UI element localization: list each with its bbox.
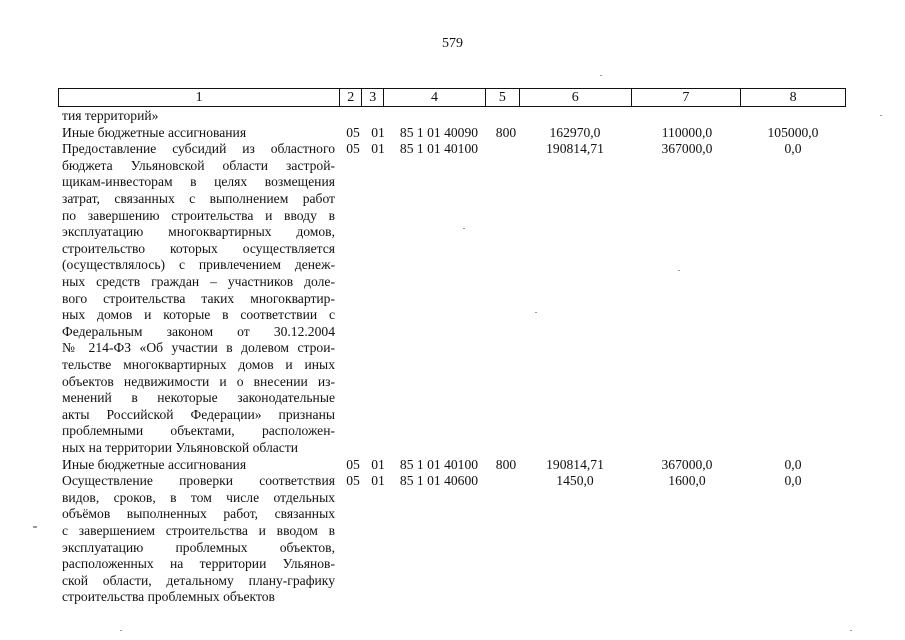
row-1-cell-c4: 85 1 01 40090 <box>399 124 479 140</box>
row-2-cell-c3: 01 <box>371 141 385 157</box>
header-cell-5: 5 <box>486 89 520 106</box>
row-2-description-line: строительство которых осуществляется <box>62 240 335 256</box>
row-1-cell-c3: 01 <box>371 124 385 140</box>
scan-speck <box>850 630 852 631</box>
row-4-description-line: объёмов выполненных работ, связанных <box>62 506 335 522</box>
row-2-description-line: акты Российской Федерации» признаны <box>62 406 335 422</box>
row-1-cell-c8: 105000,0 <box>767 124 819 140</box>
row-3-cell-c7: 367000,0 <box>661 456 713 472</box>
row-2-description-line: по завершению строительства и вводу в <box>62 207 335 223</box>
scan-speck <box>678 270 680 271</box>
row-4-description-line: Осуществление проверки соответствия <box>62 473 335 489</box>
row-3-cell-c8: 0,0 <box>784 456 802 472</box>
row-4-cell-c4: 85 1 01 40600 <box>399 473 479 489</box>
row-1-cell-c6: 162970,0 <box>549 124 601 140</box>
row-2-description-line: щикам-инвесторам в целях возмещения <box>62 174 335 190</box>
scan-speck <box>880 115 882 116</box>
row-4-description-line: ской области, детальному плану-графику <box>62 572 335 588</box>
header-cell-7: 7 <box>632 89 742 106</box>
scan-speck <box>463 228 465 229</box>
row-1-cell-c7: 110000,0 <box>661 124 713 140</box>
header-cell-1: 1 <box>59 89 340 106</box>
row-2-description-line: Федеральным законом от 30.12.2004 <box>62 323 335 339</box>
row-2-description-line: вого строительства таких многоквартир- <box>62 290 335 306</box>
row-2-cell-c7: 367000,0 <box>661 141 713 157</box>
scan-speck <box>33 526 37 528</box>
row-2-description-line: проблемными объектами, расположен- <box>62 423 335 439</box>
row-3-cell-c2: 05 <box>346 456 360 472</box>
row-2-description-line: ных средств граждан – участников доле- <box>62 274 335 289</box>
row-1-cell-c2: 05 <box>346 124 360 140</box>
row-4-description-line: видов, сроков, в том числе отдельных <box>62 489 335 505</box>
row-4-description-line: с завершением строительства и вводом в <box>62 523 335 538</box>
row-4-description-line: расположенных на территории Ульянов- <box>62 556 335 572</box>
row-2-description-line: эксплуатацию многоквартирных домов, <box>62 224 335 240</box>
row-4-description-line: эксплуатацию проблемных объектов, <box>62 539 335 555</box>
row-2-cell-c4: 85 1 01 40100 <box>399 141 479 157</box>
row-2-description-line: бюджета Ульяновской области застрой- <box>62 157 335 173</box>
row-2-cell-c2: 05 <box>346 141 360 157</box>
scan-speck <box>120 630 122 631</box>
row-2-description-line: (осуществлялось) с привлечением денеж- <box>62 257 335 273</box>
header-cell-2: 2 <box>340 89 362 106</box>
scan-speck <box>600 75 602 76</box>
row-4-cell-c2: 05 <box>346 473 360 489</box>
row-3-cell-c5: 800 <box>495 456 517 472</box>
row-4-cell-c8: 0,0 <box>784 473 802 489</box>
row-2-description-line: Предоставление субсидий из областного <box>62 141 335 157</box>
scan-speck <box>535 312 537 313</box>
row-4-cell-c6: 1450,0 <box>556 473 594 489</box>
row-3-cell-c3: 01 <box>371 456 385 472</box>
row-2-description-line: менений в некоторые законодательные <box>62 390 335 406</box>
row-2-cell-c8: 0,0 <box>784 141 802 157</box>
row-2-description-line: ных на территории Ульяновской области <box>62 440 299 455</box>
page-number: 579 <box>442 36 463 51</box>
row-2-description-line: № 214-ФЗ «Об участии в долевом строи- <box>62 340 335 356</box>
row-2-description-line: затрат, связанных с выполнением работ <box>62 191 335 206</box>
row-4-cell-c3: 01 <box>371 473 385 489</box>
row-2-cell-c6: 190814,71 <box>546 141 604 157</box>
row-0-description-line: тия территорий» <box>62 108 159 123</box>
row-3-cell-c6: 190814,71 <box>546 456 604 472</box>
header-cell-4: 4 <box>384 89 486 106</box>
row-3-cell-c4: 85 1 01 40100 <box>399 456 479 472</box>
row-4-cell-c7: 1600,0 <box>668 473 706 489</box>
row-2-description-line: тельстве многоквартирных домов и иных <box>62 357 335 372</box>
header-cell-6: 6 <box>520 89 632 106</box>
row-1-description-line: Иные бюджетные ассигнования <box>62 124 247 140</box>
header-cell-3: 3 <box>362 89 384 106</box>
row-2-description-line: объектов недвижимости и о внесении из- <box>62 373 335 389</box>
table-header-row <box>58 88 846 107</box>
row-3-description-line: Иные бюджетные ассигнования <box>62 456 247 472</box>
header-cell-8: 8 <box>789 90 797 105</box>
row-4-description-line: строительства проблемных объектов <box>62 589 275 605</box>
row-2-description-line: ных домов и которые в соответствии с <box>62 307 335 323</box>
row-1-cell-c5: 800 <box>495 124 517 140</box>
